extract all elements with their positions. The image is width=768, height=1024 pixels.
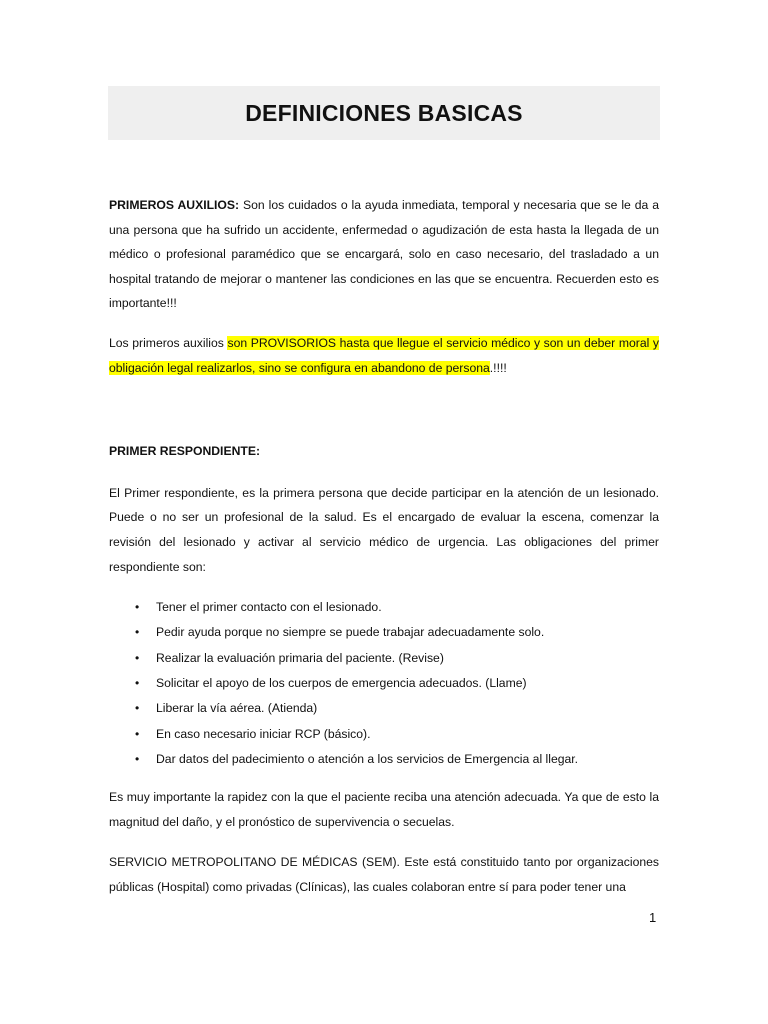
provisorios-prefix: Los primeros auxilios [109, 335, 228, 350]
list-item [109, 671, 659, 696]
bullet-icon: • [135, 650, 140, 665]
list-item-text: Solicitar el apoyo de los cuerpos de emergencia adecuados. (Llame) [156, 676, 527, 691]
list-item [109, 646, 659, 671]
paragraph-provisorios [109, 331, 659, 380]
list-item [109, 747, 659, 772]
list-item [109, 620, 659, 645]
bullet-icon: • [135, 751, 140, 766]
list-item-text: En caso necesario iniciar RCP (básico). [156, 726, 371, 741]
list-item [109, 595, 659, 620]
page-number: 1 [649, 910, 657, 925]
paragraph-rapidez: Es muy importante la rapidez con la que el paciente reciba una atención adecuada. Ya que de esto la magnitud del daño, y el pronóstico de supervivencia o secuelas. [109, 790, 659, 829]
bullet-icon: • [135, 625, 140, 640]
highlighted-text: son PROVISORIOS hasta que llegue el servicio médico y son un deber moral y obligación legal realizarlos, sino se configura en abandono de persona [109, 335, 659, 375]
list-item-text: Pedir ayuda porque no siempre se puede trabajar adecuadamente solo. [156, 625, 545, 640]
bullet-icon: • [135, 600, 140, 615]
paragraph-primer-respondiente: El Primer respondiente, es la primera persona que decide participar en la atención de un lesionado. Puede o no ser un profesional de la salud. Es el encargado de evaluar la escena, comenzar la revisión del lesionado y activar al servicio médico de urgencia. Las obligaciones del primer respondiente son: [109, 485, 659, 574]
list-item-text: Tener el primer contacto con el lesionado. [156, 600, 382, 615]
page-title: DEFINICIONES BASICAS [245, 99, 523, 126]
document-body [109, 193, 659, 900]
list-item-text: Liberar la vía aérea. (Atienda) [156, 701, 318, 716]
list-item-text: Realizar la evaluación primaria del paciente. (Revise) [156, 650, 444, 665]
bullet-icon: • [135, 676, 140, 691]
bullet-icon: • [135, 726, 140, 741]
obligaciones-list [109, 595, 659, 772]
paragraph-primeros-auxilios [109, 193, 659, 316]
title-banner [108, 86, 660, 140]
section-heading-primer-respondiente: PRIMER RESPONDIENTE: [109, 444, 261, 459]
provisorios-suffix: .!!!! [489, 360, 507, 375]
primeros-auxilios-label: PRIMEROS AUXILIOS: [109, 198, 240, 212]
list-item [109, 722, 659, 747]
primeros-auxilios-text: Son los cuidados o la ayuda inmediata, temporal y necesaria que se le da a una persona que ha sufrido un accidente, enfermedad o agudización de esta hasta la llegada de un médico o profesional paramédico que se encargará, solo en caso necesario, del trasladado a un hospital tratando de mejorar o mantener las condiciones en las que se encuentra. Recuerden esto es importante!!! [109, 198, 659, 311]
list-item-text: Dar datos del padecimiento o atención a los servicios de Emergencia al llegar. [156, 751, 579, 766]
list-item [109, 696, 659, 721]
paragraph-sem: SERVICIO METROPOLITANO DE MÉDICAS (SEM). Este está constituido tanto por organizaciones públicas (Hospital) como privadas (Clínicas), las cuales colaboran entre sí para poder tener una [109, 855, 659, 894]
bullet-icon: • [135, 701, 140, 716]
